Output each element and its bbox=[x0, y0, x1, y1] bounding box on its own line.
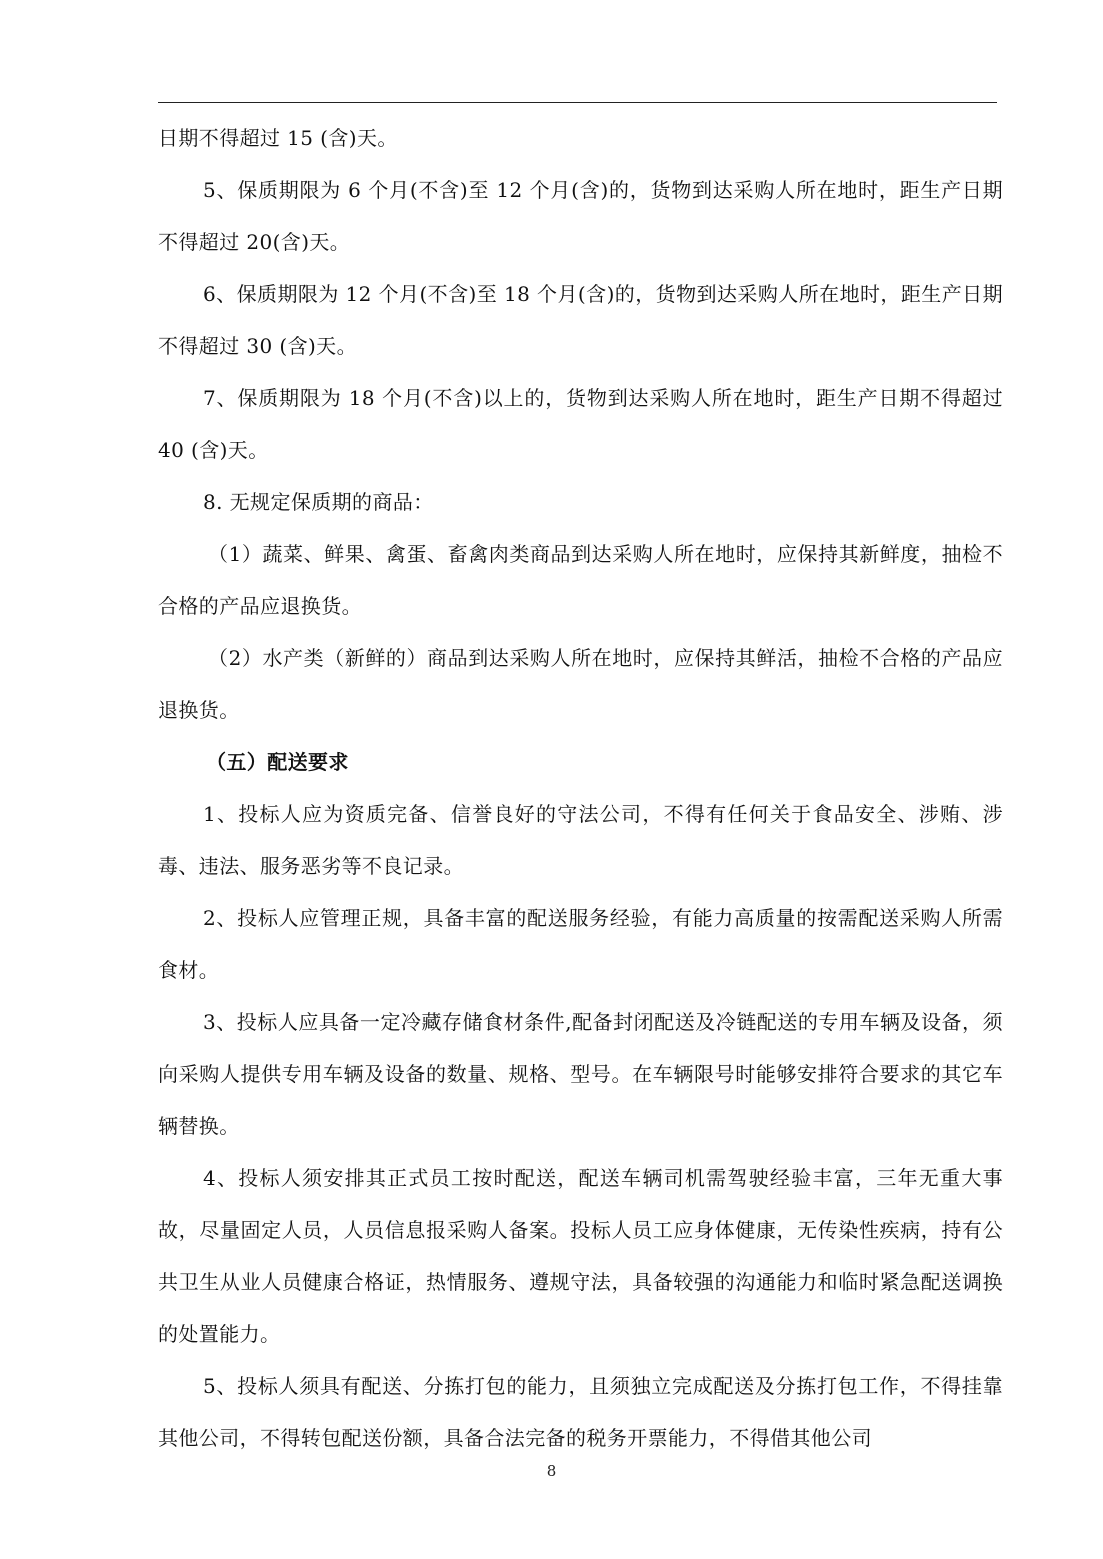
section-heading-delivery: （五）配送要求 bbox=[206, 750, 349, 774]
paragraph-shelf-life-5: 5、保质期限为 6 个月(不含)至 12 个月(含)的，货物到达采购人所在地时，距生产日期不得超过 20(含)天。 bbox=[158, 178, 1003, 254]
paragraph-delivery-4: 4、投标人须安排其正式员工按时配送，配送车辆司机需驾驶经验丰富，三年无重大事故，尽量固定人员，人员信息报采购人备案。投标人员工应身体健康，无传染性疾病，持有公共卫生从业人员健康合格证，热情服务、遵规守法，具备较强的沟通能力和临时紧急配送调换的处置能力。 bbox=[158, 1166, 1003, 1346]
paragraph-shelf-life-7: 7、保质期限为 18 个月(不含)以上的，货物到达采购人所在地时，距生产日期不得超过 40 (含)天。 bbox=[158, 386, 1003, 462]
paragraph-no-shelf-life-8: 8. 无规定保质期的商品： bbox=[203, 490, 434, 514]
page-number: 8 bbox=[546, 1462, 557, 1480]
paragraph-continuation: 日期不得超过 15 (含)天。 bbox=[158, 126, 398, 150]
paragraph-shelf-life-6: 6、保质期限为 12 个月(不含)至 18 个月(含)的，货物到达采购人所在地时，距生产日期不得超过 30 (含)天。 bbox=[158, 282, 1003, 358]
paragraph-delivery-5: 5、投标人须具有配送、分拣打包的能力，且须独立完成配送及分拣打包工作，不得挂靠其他公司，不得转包配送份额，具备合法完备的税务开票能力，不得借其他公司 bbox=[158, 1374, 1003, 1450]
paragraph-delivery-3: 3、投标人应具备一定冷藏存储食材条件,配备封闭配送及冷链配送的专用车辆及设备，须向采购人提供专用车辆及设备的数量、规格、型号。在车辆限号时能够安排符合要求的其它车辆替换。 bbox=[158, 1010, 1003, 1138]
paragraph-vegetables: （1）蔬菜、鲜果、禽蛋、畜禽肉类商品到达采购人所在地时，应保持其新鲜度，抽检不合格的产品应退换货。 bbox=[158, 542, 1003, 618]
body-text bbox=[158, 112, 1003, 1464]
paragraph-aquatic: （2）水产类（新鲜的）商品到达采购人所在地时，应保持其鲜活，抽检不合格的产品应退换货。 bbox=[158, 646, 1003, 722]
paragraph-delivery-1: 1、投标人应为资质完备、信誉良好的守法公司，不得有任何关于食品安全、涉贿、涉毒、违法、服务恶劣等不良记录。 bbox=[158, 802, 1003, 878]
paragraph-delivery-2: 2、投标人应管理正规，具备丰富的配送服务经验，有能力高质量的按需配送采购人所需食材。 bbox=[158, 906, 1003, 982]
header-rule bbox=[158, 102, 997, 103]
